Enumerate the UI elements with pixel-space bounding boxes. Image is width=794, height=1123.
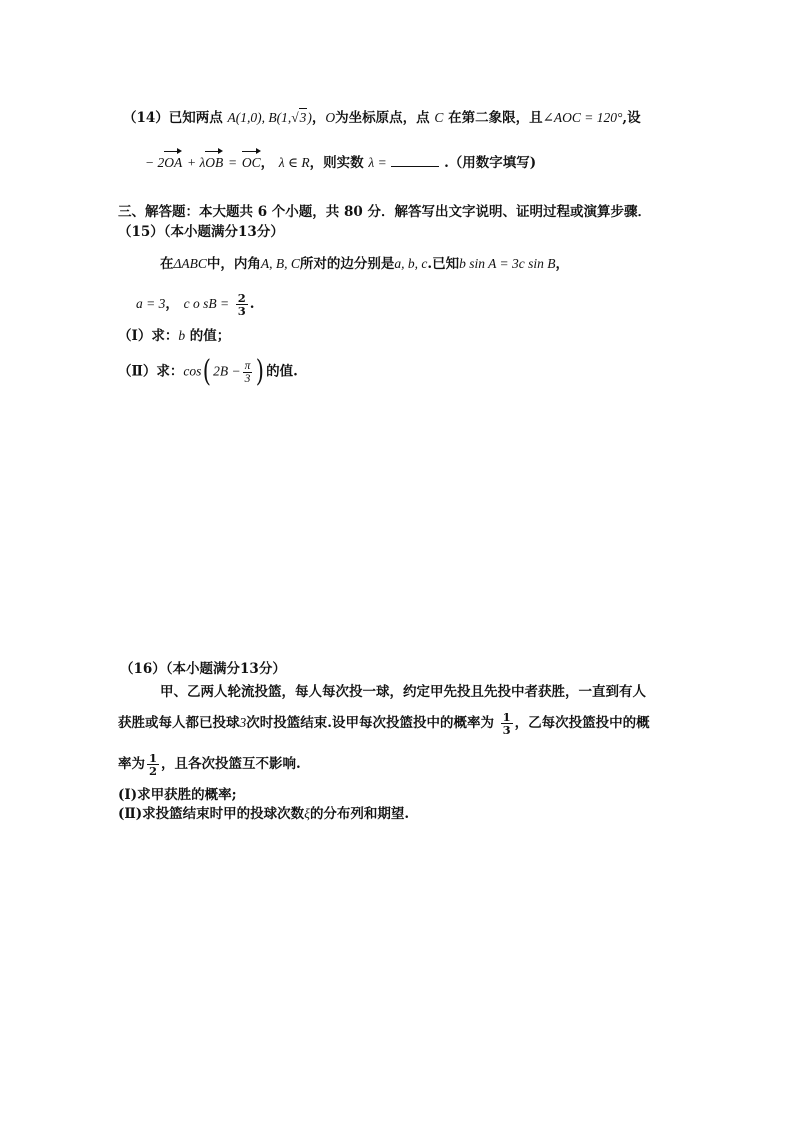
q16-fraction-2: $\frac{1}{2}$ <box>149 751 158 778</box>
q15-text-b: 中，内角 <box>206 256 261 272</box>
q14-lambda-eq: λ = <box>368 155 387 170</box>
q16-line2-num: 3 <box>239 715 247 730</box>
q16-part2-a: (Ⅱ)求投篮结束时甲的投球次数 <box>118 806 305 822</box>
q15-part2-end: 的值. <box>266 363 298 380</box>
q15-part2-fraction: $\frac{\pi}{3}$ <box>244 359 251 385</box>
q15-part1 <box>118 327 230 345</box>
q15-text-g: . <box>249 296 255 312</box>
q16-line2 <box>118 711 650 736</box>
q14-number: （14） <box>123 110 169 126</box>
q15-text-d: .已知 <box>427 256 460 272</box>
q14-angle: ∠AOC = 120° <box>542 110 623 125</box>
q14-origin: O <box>325 110 336 125</box>
q14-text-d: 在第二象限，且 <box>448 110 543 126</box>
q16-line3 <box>118 752 301 777</box>
vector-ob: OB <box>205 150 223 172</box>
answer-blank[interactable] <box>391 153 439 167</box>
q15-line1 <box>160 255 569 273</box>
q15-equation: b sin A = 3c sin B <box>459 256 556 271</box>
q14-eq-equals: = <box>228 155 238 170</box>
q14-text-b: ， <box>311 110 326 126</box>
q15-cos-b: c o sB = <box>183 296 230 311</box>
q16-line3-a: 率为 <box>118 756 145 772</box>
q15-text-f: ， <box>165 296 179 312</box>
q15-part2 <box>118 354 298 389</box>
q15-part2-inner: 2B − <box>213 363 241 379</box>
q14-eq-start: − 2 <box>145 155 165 170</box>
q14-points: A(1,0), B(1,√3) <box>227 110 312 125</box>
q14-text-e: ,设 <box>622 110 641 126</box>
q14-eq-plus: + λ <box>186 155 206 170</box>
q16-part2-var: ξ <box>304 806 310 821</box>
q16-part2-b: 的分布列和期望. <box>309 806 410 822</box>
q15-part1-label: （Ⅰ）求： <box>118 328 179 344</box>
q14-point-c: C <box>434 110 444 125</box>
q14-line1 <box>123 108 641 127</box>
q15-text-c: 所对的边分别是 <box>299 256 395 272</box>
vector-oc: OC <box>242 150 261 172</box>
q15-part1-var: b <box>178 328 186 343</box>
q15-line2 <box>136 292 254 317</box>
section3-heading: 三、解答题：本大题共 6 个小题，共 80 分．解答写出文字说明、证明过程或演算步骤． <box>118 204 651 220</box>
q14-text-a: 已知两点 <box>168 110 223 126</box>
q15-part1-end: 的值； <box>189 328 231 344</box>
q16-line3-b: ，且各次投篮互不影响. <box>161 756 301 772</box>
q16-line2-b: 次时投篮结束.设甲每次投篮投中的概率为 <box>246 715 494 731</box>
q16-fraction-1: $\frac{1}{3}$ <box>502 710 511 737</box>
q14-line2 <box>145 150 536 172</box>
q16-line1: 甲、乙两人轮流投篮，每人每次投一球，约定甲先投且先投中者获胜，一直到有人 <box>160 684 646 700</box>
q14-text-f: ， <box>260 155 275 171</box>
q15-sides: a, b, c <box>394 256 428 271</box>
left-paren: ( <box>203 354 212 389</box>
q15-header: （15）（本小题满分13分） <box>118 224 284 240</box>
q15-text-e: ， <box>555 256 569 272</box>
q15-triangle: ΔABC <box>173 256 207 271</box>
q16-part1: (Ⅰ)求甲获胜的概率; <box>118 787 237 803</box>
q15-angles: A, B, C <box>260 256 300 271</box>
q15-a-val: a = 3 <box>136 296 166 311</box>
q14-text-g: ，则实数 <box>309 155 364 171</box>
q16-header: （16）（本小题满分13分） <box>120 661 286 677</box>
q16-part2 <box>118 805 409 823</box>
q15-part2-cos: cos <box>183 363 202 379</box>
q14-lambda-in: λ ∈ R <box>278 155 310 170</box>
q14-text-c: 为坐标原点，点 <box>335 110 430 126</box>
q15-text-a: 在 <box>160 256 174 272</box>
q16-line2-a: 获胜或每人都已投球 <box>118 715 240 731</box>
right-paren: ) <box>256 354 265 389</box>
vector-oa: OA <box>164 150 182 172</box>
q15-fraction: $\frac{2}{3}$ <box>237 291 246 318</box>
q16-line2-c: ，乙每次投篮投中的概 <box>514 715 650 731</box>
q15-part2-label: （Ⅱ）求： <box>118 363 184 380</box>
q14-text-h: .（用数字填写) <box>444 155 537 171</box>
